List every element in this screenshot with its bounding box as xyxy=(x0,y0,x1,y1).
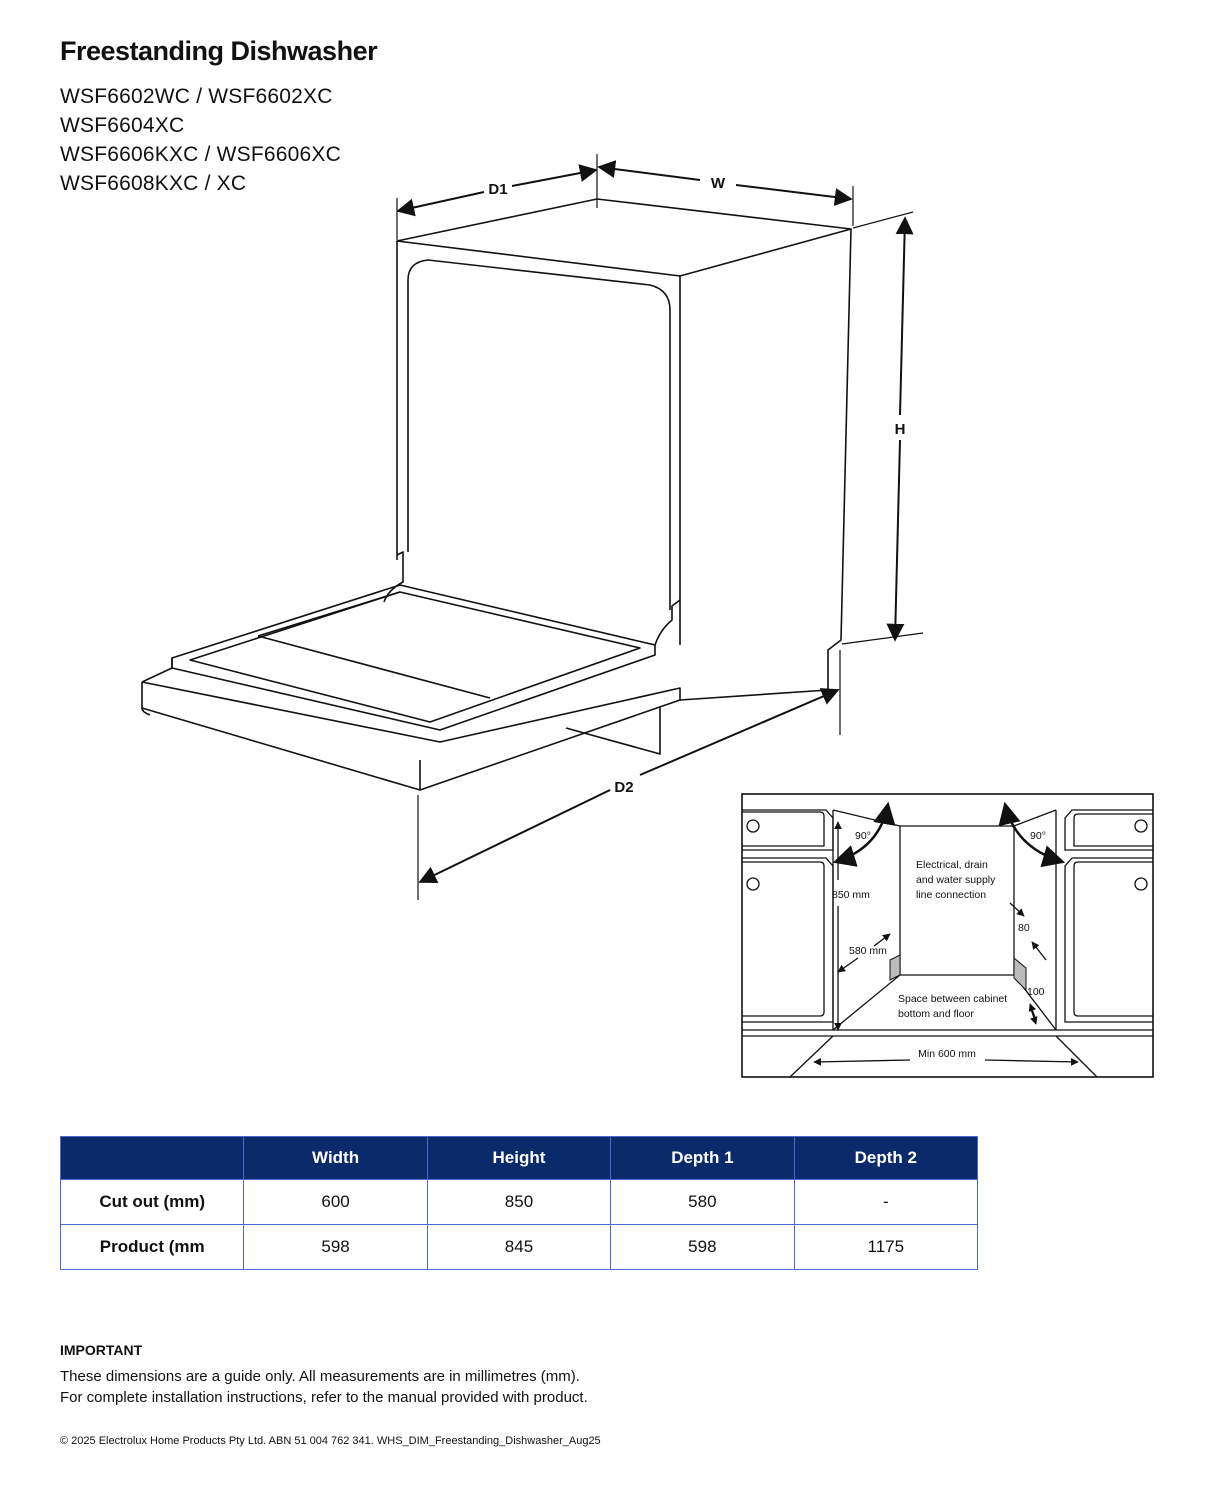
important-notes xyxy=(60,1342,588,1408)
d1-label: D1 xyxy=(488,181,508,198)
dim-100-label: 100 xyxy=(1027,986,1045,998)
page-title: Freestanding Dishwasher xyxy=(60,36,378,66)
table-cell: 845 xyxy=(427,1225,610,1270)
table-header-row xyxy=(61,1137,978,1180)
angle-right-label: 90° xyxy=(1030,830,1046,842)
w-label: W xyxy=(710,175,726,192)
installation-inset xyxy=(742,794,1153,1077)
depth-580-label: 580 mm xyxy=(849,945,887,957)
dishwasher-illustration xyxy=(142,199,851,790)
connection-label-line: Electrical, drain xyxy=(916,859,988,871)
row-label-cutout: Cut out (mm) xyxy=(61,1180,244,1225)
table-cell: - xyxy=(794,1180,977,1225)
table-cell: 600 xyxy=(244,1180,427,1225)
important-heading: IMPORTANT xyxy=(60,1342,143,1358)
table-cell: 850 xyxy=(427,1180,610,1225)
connection-label-line: line connection xyxy=(916,889,987,901)
note-line: For complete installation instructions, refer to the manual provided with product. xyxy=(60,1389,588,1406)
model-line: WSF6602WC / WSF6602XC xyxy=(60,85,333,108)
table-cell: 1175 xyxy=(794,1225,977,1270)
model-line: WSF6606KXC / WSF6606XC xyxy=(60,143,341,166)
space-label-line: Space between cabinet xyxy=(898,993,1008,1005)
height-850-label: 850 mm xyxy=(832,889,870,901)
table-row xyxy=(61,1180,978,1225)
table-row xyxy=(61,1225,978,1270)
model-line: WSF6604XC xyxy=(60,114,185,137)
table-header-depth1: Depth 1 xyxy=(611,1137,794,1180)
table-header-width: Width xyxy=(244,1137,427,1180)
copyright-footer: © 2025 Electrolux Home Products Pty Ltd. ABN 51 004 762 341. WHS_DIM_Freestanding_Dishwasher_Aug25 xyxy=(60,1435,601,1447)
model-line: WSF6608KXC / XC xyxy=(60,172,247,195)
row-label-product: Product (mm xyxy=(61,1225,244,1270)
table-cell: 598 xyxy=(244,1225,427,1270)
h-label: H xyxy=(894,421,906,438)
table-header-empty xyxy=(61,1137,244,1180)
space-label-line: bottom and floor xyxy=(898,1008,974,1020)
note-line: These dimensions are a guide only. All measurements are in millimetres (mm). xyxy=(60,1368,580,1385)
min-width-label: Min 600 mm xyxy=(918,1048,976,1060)
connection-label-line: and water supply xyxy=(916,874,996,886)
table-cell: 580 xyxy=(611,1180,794,1225)
table-cell: 598 xyxy=(611,1225,794,1270)
table-header-height: Height xyxy=(427,1137,610,1180)
dim-80-label: 80 xyxy=(1018,922,1030,934)
angle-left-label: 90° xyxy=(855,830,871,842)
d2-label: D2 xyxy=(614,779,634,796)
dimensions-table xyxy=(60,1136,978,1270)
table-header-depth2: Depth 2 xyxy=(794,1137,977,1180)
